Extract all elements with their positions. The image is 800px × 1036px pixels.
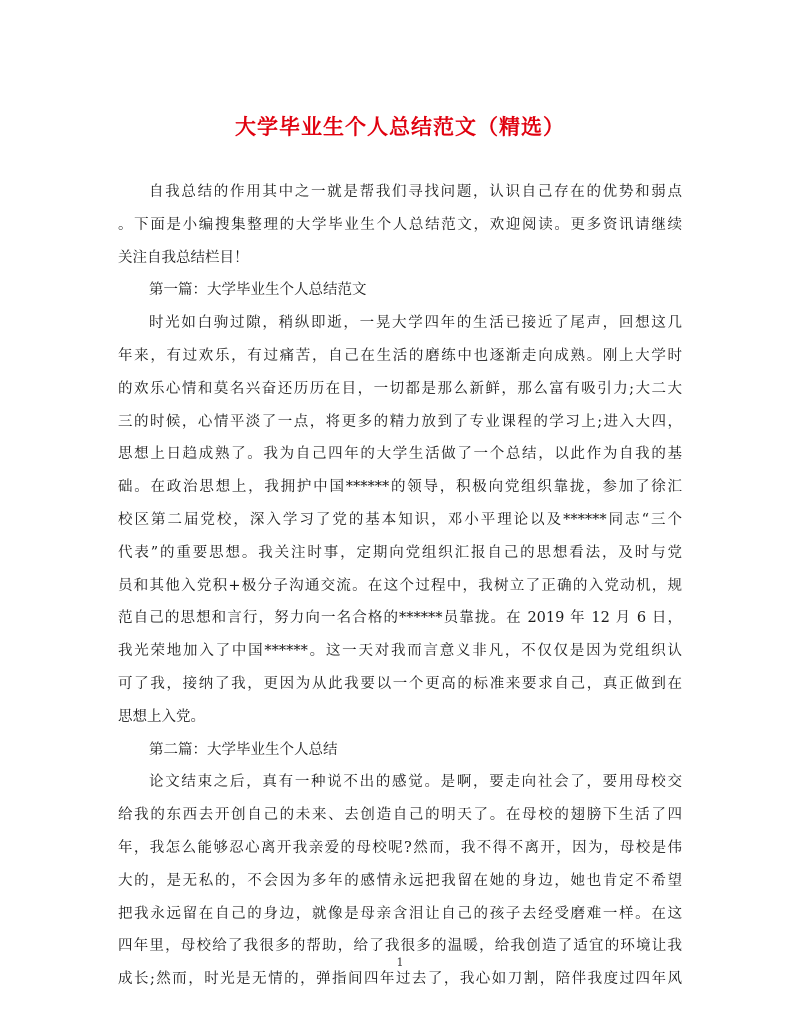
body-line: 关注自我总结栏目！ [118, 249, 249, 266]
body-line: 思想上入党。 [118, 708, 205, 725]
body-line: 我光荣地加入了中国******。这一天对我而言意义非凡，不仅仅是因为党组织认 [118, 643, 682, 660]
body-line: 思想上日趋成熟了。我为自己四年的大学生活做了一个总结，以此作为自我的基 [118, 446, 682, 463]
section-heading-2: 第二篇：大学毕业生个人总结 [149, 741, 338, 758]
body-line: 论文结束之后，真有一种说不出的感觉。是啊，要走向社会了，要用母校交 [149, 774, 682, 791]
body-line: 四年里，母校给了我很多的帮助，给了我很多的温暖，给我创造了适宜的环境让我 [118, 938, 682, 955]
body-line: 代表”的重要思想。我关注时事，定期向党组织汇报自己的思想看法，及时与党 [118, 544, 682, 561]
body-line: 员和其他入党积+极分子沟通交流。在这个过程中，我树立了正确的入党动机，规 [118, 577, 682, 594]
document-body [118, 176, 682, 996]
body-line: 础。在政治思想上，我拥护中国******的领导，积极向党组织靠拢，参加了徐汇 [118, 479, 682, 496]
body-line: 把我永远留在自己的身边，就像是母亲含泪让自己的孩子去经受磨难一样。在这 [118, 905, 682, 922]
body-line: 三的时候，心情平淡了一点，将更多的精力放到了专业课程的学习上;进入大四， [118, 413, 682, 430]
body-line: 年来，有过欢乐，有过痛苦，自己在生活的磨练中也逐渐走向成熟。刚上大学时 [118, 347, 682, 364]
body-line: 可了我，接纳了我，更因为从此我要以一个更高的标准来要求自己，真正做到在 [118, 675, 682, 692]
body-line: 时光如白驹过隙，稍纵即逝，一晃大学四年的生活已接近了尾声，回想这几 [149, 315, 682, 332]
body-line: 年，我怎么能够忍心离开我亲爱的母校呢?然而，我不得不离开，因为，母校是伟 [118, 839, 682, 856]
body-line: 的欢乐心情和莫名兴奋还历历在目，一切都是那么新鲜，那么富有吸引力;大二大 [118, 380, 682, 397]
page-number: 1 [396, 956, 404, 969]
body-line: 校区第二届党校，深入学习了党的基本知识，邓小平理论以及******同志“三个 [118, 511, 682, 528]
body-line: 自我总结的作用其中之一就是帮我们寻找问题，认识自己存在的优势和弱点 [149, 184, 682, 200]
document-title: 大学毕业生个人总结范文（精选） [235, 114, 565, 139]
body-line: 成长;然而，时光是无情的，弹指间四年过去了，我心如刀割，陪伴我度过四年风 [118, 971, 682, 988]
section-heading-1: 第一篇：大学毕业生个人总结范文 [149, 282, 367, 299]
body-line: 范自己的思想和言行，努力向一名合格的******员靠拢。在 2019 年 12 月 6 日， [118, 610, 682, 627]
body-line: 。下面是小编搜集整理的大学毕业生个人总结范文，欢迎阅读。更多资讯请继续 [118, 216, 682, 233]
body-line: 大的，是无私的，不会因为多年的感情永远把我留在她的身边，她也肯定不希望 [118, 872, 682, 889]
body-line: 给我的东西去开创自己的未来、去创造自己的明天了。在母校的翅膀下生活了四 [118, 807, 682, 824]
